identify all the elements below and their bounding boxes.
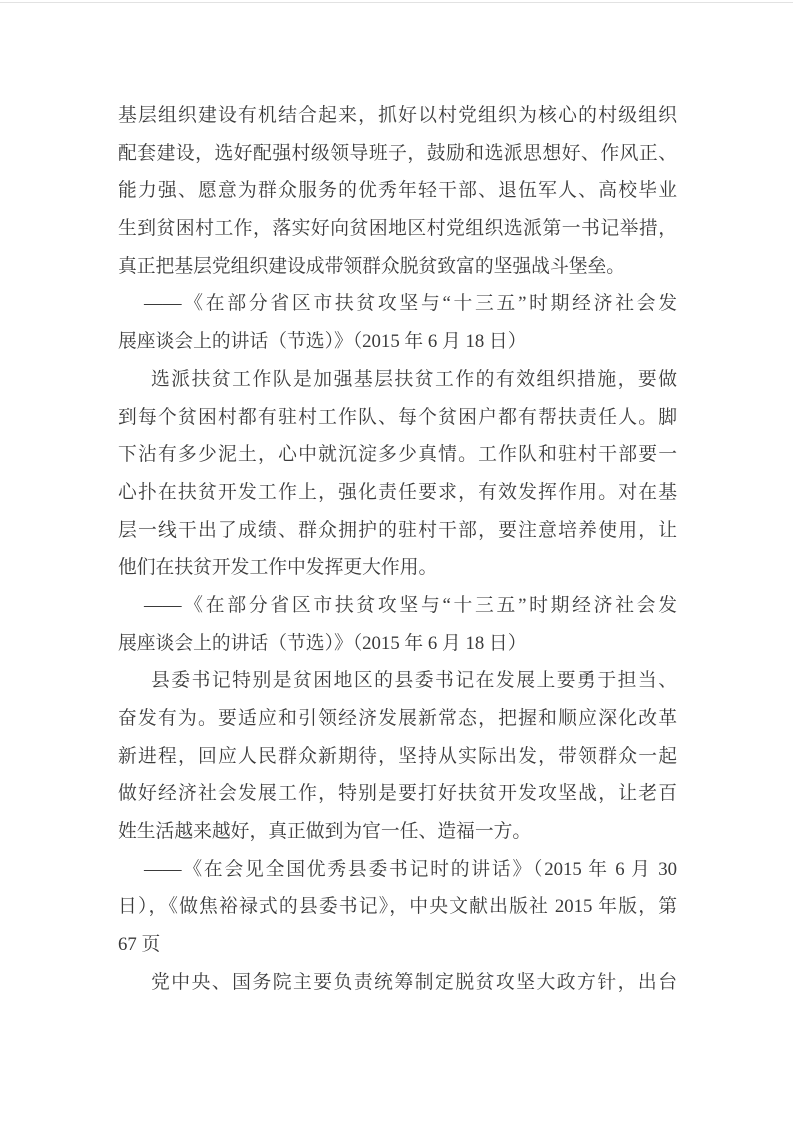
page-top-edge-line	[0, 2, 793, 3]
citation-line: ——《在部分省区市扶贫攻坚与“十三五”时期经济社会发	[144, 594, 677, 616]
body-text-line: 心扑在扶贫开发工作上，强化责任要求，有效发挥作用。对在基	[118, 481, 677, 503]
body-text-line: 选派扶贫工作队是加强基层扶贫工作的有效组织措施，要做	[151, 368, 677, 390]
citation-line: ——《在部分省区市扶贫攻坚与“十三五”时期经济社会发	[144, 293, 677, 315]
body-text-line: 党中央、国务院主要负责统筹制定脱贫攻坚大政方针，出台	[151, 971, 677, 993]
citation-paragraph	[118, 587, 677, 662]
body-text-line: 姓生活越来越好，真正做到为官一任、造福一方。	[118, 821, 532, 843]
body-text-line: 奋发有为。要适应和引领经济发展新常态，把握和顺应深化改革	[118, 708, 677, 729]
body-text-line: 基层组织建设有机结合起来，抓好以村党组织为核心的村级组织	[118, 105, 677, 126]
body-text-line: 配套建设，选好配强村级领导班子，鼓励和选派思想好、作风正、	[118, 142, 677, 164]
body-paragraph	[118, 964, 677, 1002]
body-text-line: 真正把基层党组织建设成带领群众脱贫致富的坚强战斗堡垒。	[118, 255, 626, 277]
body-text-line: 新进程，回应人民群众新期待，坚持从实际出发，带领群众一起	[118, 745, 677, 767]
citation-line: 日），《做焦裕禄式的县委书记》，中央文献出版社 2015 年版，第	[118, 896, 677, 918]
body-paragraph	[118, 662, 677, 850]
body-text-line: 做好经济社会发展工作，特别是要打好扶贫开发攻坚战，让老百	[118, 783, 677, 805]
citation-line: 展座谈会上的讲话（节选）》（2015 年 6 月 18 日）	[118, 632, 527, 654]
body-text-line: 生到贫困村工作，落实好向贫困地区村党组织选派第一书记举措，	[118, 218, 677, 240]
body-text-line: 到每个贫困村都有驻村工作队、每个贫困户都有帮扶责任人。脚	[118, 406, 677, 428]
citation-line: 67 页	[118, 934, 161, 956]
body-paragraph	[118, 361, 677, 587]
body-text-line: 县委书记特别是贫困地区的县委书记在发展上要勇于担当、	[151, 670, 677, 692]
body-text-line: 他们在扶贫开发工作中发挥更大作用。	[118, 557, 438, 579]
citation-paragraph	[118, 851, 677, 964]
body-text-line: 能力强、愿意为群众服务的优秀年轻干部、退伍军人、高校毕业	[118, 180, 677, 202]
citation-line: ——《在会见全国优秀县委书记时的讲话》（2015 年 6 月 30	[144, 858, 677, 880]
body-text-line: 下沾有多少泥土，心中就沉淀多少真情。工作队和驻村干部要一	[118, 444, 677, 466]
citation-paragraph	[118, 285, 677, 360]
citation-line: 展座谈会上的讲话（节选）》（2015 年 6 月 18 日）	[118, 331, 527, 353]
page-text-block	[118, 97, 677, 1002]
body-paragraph	[118, 97, 677, 285]
body-text-line: 层一线干出了成绩、群众拥护的驻村干部，要注意培养使用，让	[118, 519, 677, 541]
